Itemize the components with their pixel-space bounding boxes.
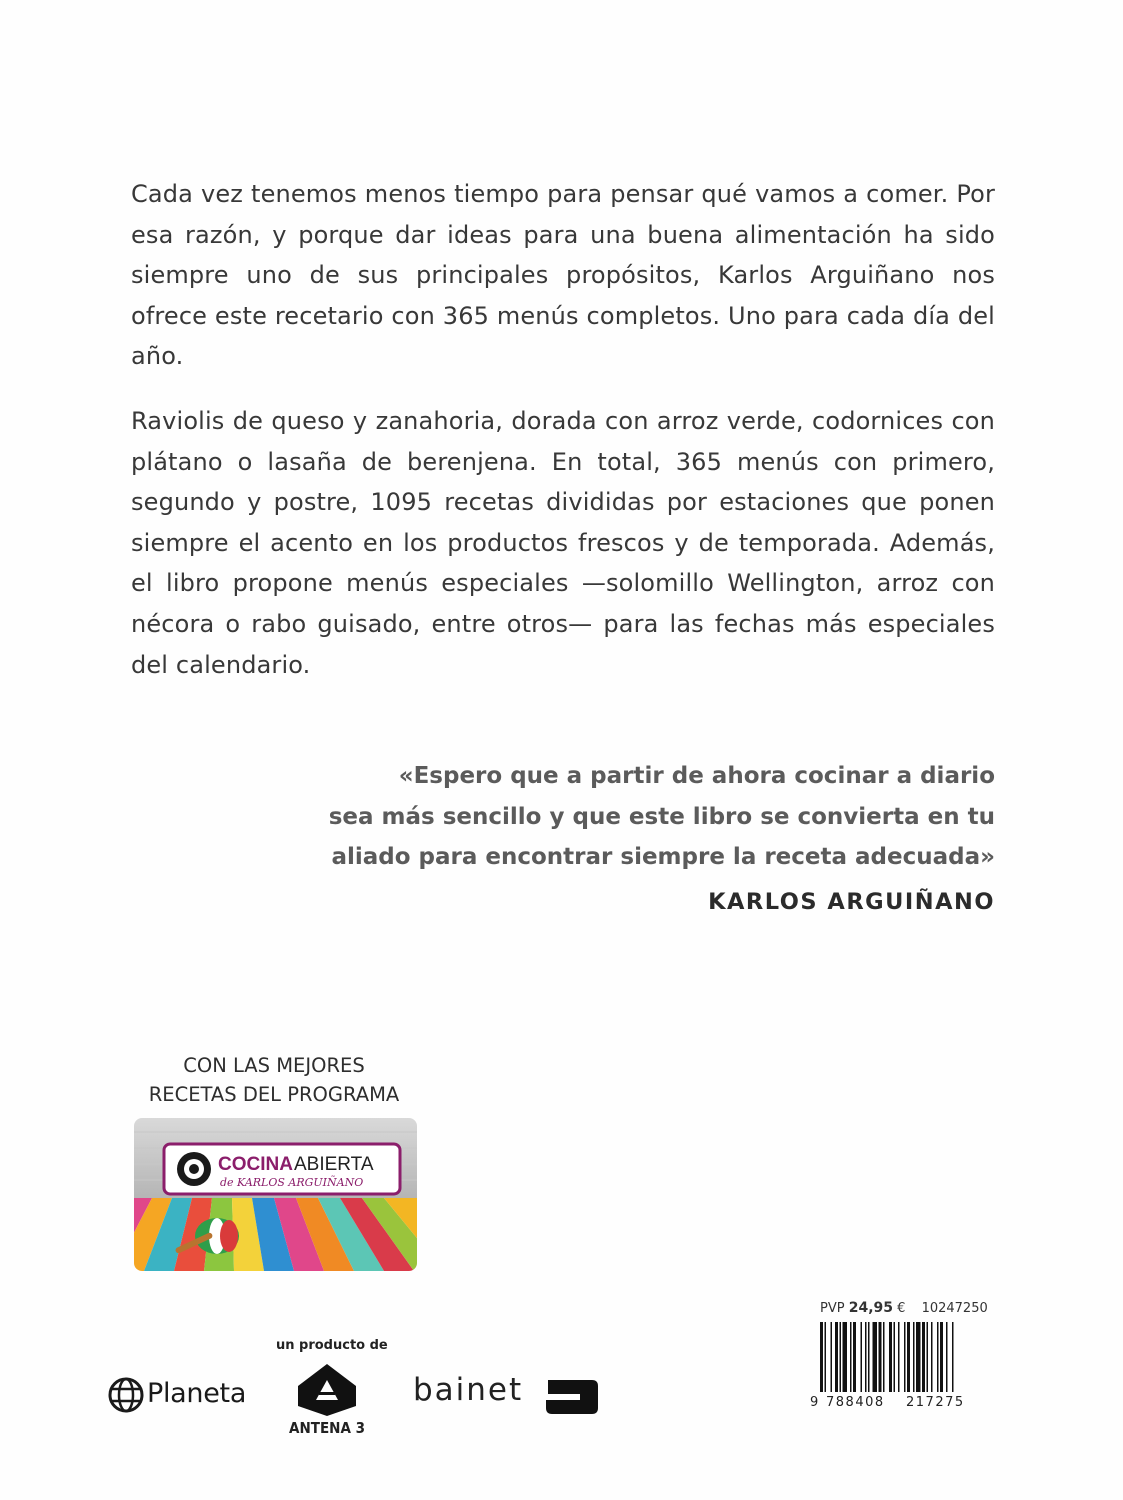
quote-line-2: sea más sencillo y que este libro se convierta en tu (328, 803, 995, 830)
barcode-bar (840, 1322, 842, 1392)
program-caption (130, 1051, 418, 1109)
bainet-logo-text: bainet (413, 1372, 524, 1408)
barcode-bar (868, 1322, 870, 1392)
barcode-bar (913, 1322, 915, 1392)
planeta-logo-text: Planeta (147, 1378, 247, 1409)
quote-author: KARLOS ARGUIÑANO (708, 889, 995, 915)
quote-line-3: aliado para encontrar siempre la receta adecuada» (331, 844, 995, 870)
barcode-bar (825, 1322, 827, 1392)
isbn-barcode (808, 1320, 994, 1410)
barcode-bar (904, 1322, 906, 1392)
planeta-globe-icon (110, 1379, 142, 1411)
cocina-abierta-logo (134, 1118, 417, 1271)
barcode-digits-right: 217275 (906, 1395, 965, 1410)
back-cover-blurb (131, 174, 995, 709)
barcode-bar (889, 1322, 892, 1392)
barcode-bar (831, 1322, 833, 1392)
price-amount: 24,95 (848, 1300, 894, 1316)
barcode-bar (940, 1322, 943, 1392)
price-line (820, 1300, 993, 1316)
author-quote (300, 756, 995, 878)
barcode-bar (865, 1322, 867, 1392)
barcode-bars (820, 1322, 954, 1392)
program-caption-line-2: RECETAS DEL PROGRAMA (148, 1083, 400, 1106)
barcode-bar (898, 1322, 900, 1392)
antena3-icon (298, 1364, 356, 1416)
quote-line-1: «Espero que a partir de ahora cocinar a diario (398, 763, 995, 789)
antena3-logo-text: ANTENA 3 (289, 1419, 365, 1437)
program-caption-line-1: CON LAS MEJORES (183, 1054, 365, 1077)
barcode-bar (931, 1322, 933, 1392)
barcode-bar (922, 1322, 925, 1392)
barcode-bar (835, 1322, 838, 1392)
barcode-bar (894, 1322, 896, 1392)
blurb-paragraph-2: Raviolis de queso y zanahoria, dorada con arroz verde, codornices con plátano o lasaña de berenjena. En total, 365 menús con primero, segundo y postre, 1095 recetas divididas por estaciones que ponen siempre el acento en los productos frescos y de temporada. Además, el libro propone menús especiales —solomillo Wellington, arroz con nécora o rabo guisado, entre otros— para las fechas más especiales del calendario. (131, 406, 995, 679)
producto-label: un producto de (276, 1338, 388, 1353)
barcode-bar (820, 1322, 823, 1392)
logo-word-cocina: COCINA (218, 1154, 293, 1175)
barcode-bar (850, 1322, 852, 1392)
bainet-icon (546, 1380, 598, 1414)
barcode-bar (883, 1322, 885, 1392)
barcode-digit-first: 9 (810, 1395, 819, 1410)
barcode-bar (843, 1322, 848, 1392)
logo-subtitle: de KARLOS ARGUIÑANO (220, 1176, 364, 1189)
barcode-bar (927, 1322, 929, 1392)
barcode-digits-left: 788408 (826, 1395, 885, 1410)
barcode-bar (946, 1322, 948, 1392)
barcode-bar (937, 1322, 939, 1392)
barcode-bar (873, 1322, 878, 1392)
barcode-bar (861, 1322, 863, 1392)
price-code: 10247250 (921, 1301, 988, 1316)
barcode-bar (853, 1322, 856, 1392)
barcode-bar (907, 1322, 910, 1392)
barcode-bar (879, 1322, 882, 1392)
blurb-paragraph-1: Cada vez tenemos menos tiempo para pensar qué vamos a comer. Por esa razón, y porque dar ideas para una buena alimentación ha sido siempre uno de sus principales propósitos, Karlos Arguiñano nos ofrece este recetario con 365 menús completos. Uno para cada día del año. (131, 180, 995, 371)
barcode-bar (916, 1322, 921, 1392)
barcode-bar (952, 1322, 954, 1392)
logo-word-abierta: ABIERTA (294, 1154, 374, 1175)
price-currency: € (897, 1301, 906, 1316)
price-label: PVP (820, 1301, 845, 1316)
